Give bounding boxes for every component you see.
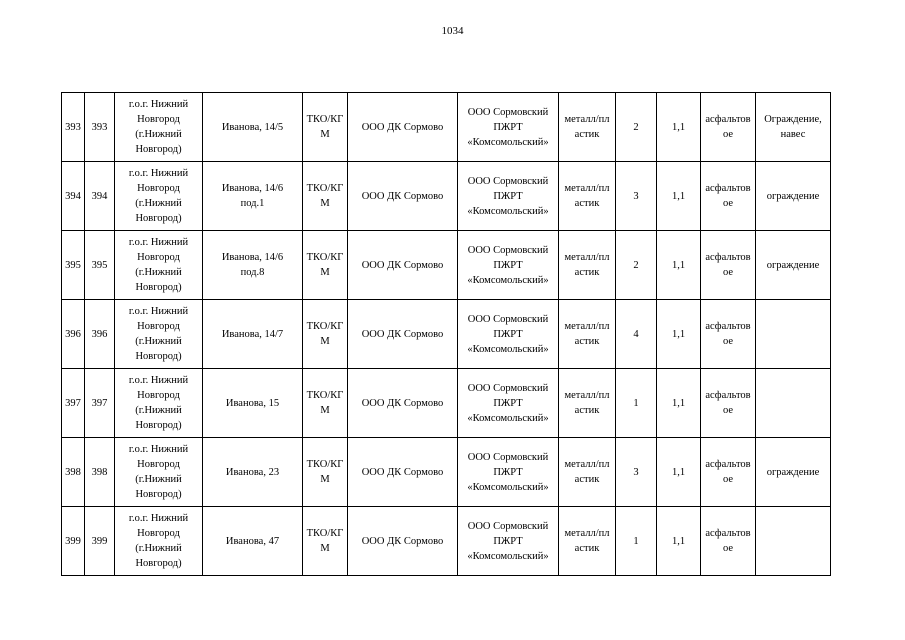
row-number-cell: 399 [62,507,85,576]
address-cell: Иванова, 14/5 [203,93,303,162]
surface-cell: асфальтов ое [701,93,756,162]
volume-cell: 1,1 [657,507,701,576]
row-number-cell: 398 [62,438,85,507]
owner-cell: ООО Сормовский ПЖРТ «Комсомольский» [458,162,559,231]
fence-cell [756,300,831,369]
volume-cell: 1,1 [657,231,701,300]
manager-cell: ООО ДК Сормово [348,300,458,369]
row-number-cell: 397 [62,369,85,438]
surface-cell: асфальтов ое [701,231,756,300]
material-cell: металл/пл астик [559,300,616,369]
row-number-cell: 393 [62,93,85,162]
site-number-cell: 393 [85,93,115,162]
site-number-cell: 399 [85,507,115,576]
material-cell: металл/пл астик [559,231,616,300]
table-row [62,231,831,300]
surface-cell: асфальтов ое [701,369,756,438]
surface-cell: асфальтов ое [701,162,756,231]
row-number-cell: 395 [62,231,85,300]
manager-cell: ООО ДК Сормово [348,438,458,507]
district-cell: г.о.г. Нижний Новгород (г.Нижний Новгород) [115,231,203,300]
manager-cell: ООО ДК Сормово [348,231,458,300]
surface-cell: асфальтов ое [701,438,756,507]
waste-type-cell: ТКО/КГ М [303,231,348,300]
container-count-cell: 2 [616,93,657,162]
container-count-cell: 2 [616,231,657,300]
district-cell: г.о.г. Нижний Новгород (г.Нижний Новгород) [115,369,203,438]
address-cell: Иванова, 15 [203,369,303,438]
table-row [62,93,831,162]
site-number-cell: 398 [85,438,115,507]
container-count-cell: 3 [616,162,657,231]
address-cell: Иванова, 47 [203,507,303,576]
district-cell: г.о.г. Нижний Новгород (г.Нижний Новгород) [115,300,203,369]
volume-cell: 1,1 [657,369,701,438]
owner-cell: ООО Сормовский ПЖРТ «Комсомольский» [458,507,559,576]
district-cell: г.о.г. Нижний Новгород (г.Нижний Новгород) [115,438,203,507]
owner-cell: ООО Сормовский ПЖРТ «Комсомольский» [458,438,559,507]
waste-type-cell: ТКО/КГ М [303,162,348,231]
volume-cell: 1,1 [657,300,701,369]
page-number: 1034 [441,25,464,37]
container-count-cell: 1 [616,369,657,438]
manager-cell: ООО ДК Сормово [348,162,458,231]
fence-cell: ограждение [756,438,831,507]
site-number-cell: 394 [85,162,115,231]
waste-type-cell: ТКО/КГ М [303,93,348,162]
waste-type-cell: ТКО/КГ М [303,438,348,507]
fence-cell: Ограждение, навес [756,93,831,162]
owner-cell: ООО Сормовский ПЖРТ «Комсомольский» [458,300,559,369]
owner-cell: ООО Сормовский ПЖРТ «Комсомольский» [458,93,559,162]
table-row [62,438,831,507]
table-row [62,300,831,369]
container-count-cell: 3 [616,438,657,507]
surface-cell: асфальтов ое [701,507,756,576]
owner-cell: ООО Сормовский ПЖРТ «Комсомольский» [458,369,559,438]
site-number-cell: 397 [85,369,115,438]
waste-type-cell: ТКО/КГ М [303,507,348,576]
fence-cell [756,369,831,438]
row-number-cell: 396 [62,300,85,369]
container-count-cell: 4 [616,300,657,369]
fence-cell: ограждение [756,162,831,231]
address-cell: Иванова, 14/6 под.1 [203,162,303,231]
manager-cell: ООО ДК Сормово [348,93,458,162]
waste-type-cell: ТКО/КГ М [303,300,348,369]
owner-cell: ООО Сормовский ПЖРТ «Комсомольский» [458,231,559,300]
manager-cell: ООО ДК Сормово [348,507,458,576]
container-count-cell: 1 [616,507,657,576]
fence-cell: ограждение [756,231,831,300]
material-cell: металл/пл астик [559,93,616,162]
table-row [62,162,831,231]
address-cell: Иванова, 14/6 под.8 [203,231,303,300]
address-cell: Иванова, 23 [203,438,303,507]
material-cell: металл/пл астик [559,438,616,507]
site-number-cell: 395 [85,231,115,300]
fence-cell [756,507,831,576]
table-body [62,93,831,576]
waste-type-cell: ТКО/КГ М [303,369,348,438]
district-cell: г.о.г. Нижний Новгород (г.Нижний Новгород) [115,93,203,162]
surface-cell: асфальтов ое [701,300,756,369]
table-row [62,369,831,438]
volume-cell: 1,1 [657,438,701,507]
material-cell: металл/пл астик [559,162,616,231]
district-cell: г.о.г. Нижний Новгород (г.Нижний Новгород) [115,507,203,576]
volume-cell: 1,1 [657,162,701,231]
table-row [62,507,831,576]
volume-cell: 1,1 [657,93,701,162]
district-cell: г.о.г. Нижний Новгород (г.Нижний Новгород) [115,162,203,231]
material-cell: металл/пл астик [559,369,616,438]
row-number-cell: 394 [62,162,85,231]
registry-table [61,92,831,576]
site-number-cell: 396 [85,300,115,369]
address-cell: Иванова, 14/7 [203,300,303,369]
material-cell: металл/пл астик [559,507,616,576]
manager-cell: ООО ДК Сормово [348,369,458,438]
